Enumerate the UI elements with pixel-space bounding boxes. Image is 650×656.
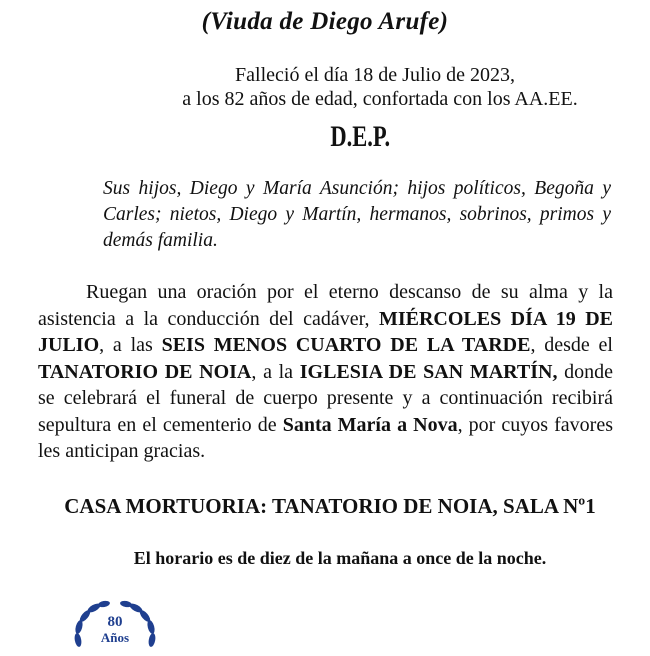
funeral-date: MIÉRCOLES DÍA 19 DE JULIO	[38, 307, 613, 356]
casa-mortuoria: CASA MORTUORIA: TANATORIO DE NOIA, SALA Nº1	[64, 494, 596, 518]
horario-line: El horario es de diez de la mañana a once de la noche.	[133, 548, 547, 568]
body-text-5: donde se celebrará el funeral de cuerpo presente y a continuación recibirá sepultura en el cementerio de	[38, 360, 614, 436]
body-text-6: , por cuyos favores les anticipan gracias.	[38, 413, 613, 462]
widow-line: (Viuda de Diego Arufe)	[201, 8, 449, 35]
funeral-time: SEIS MENOS CUARTO DE LA TARDE	[161, 334, 531, 356]
body-text-3: , desde el	[530, 334, 613, 356]
death-age-line: a los 82 años de edad, confortada con los AA.EE.	[182, 88, 578, 110]
origin-place: TANATORIO DE NOIA	[38, 360, 252, 383]
family-text: Sus hijos, Diego y María Asunción; hijos políticos, Begoña y Carles; nietos, Diego y Martín, hermanos, sobrinos, primos y demás familia.	[103, 178, 611, 251]
badge-number: 80	[107, 614, 123, 630]
church-name: IGLESIA DE SAN MARTÍN,	[299, 360, 558, 383]
death-date-line: Falleció el día 18 de Julio de 2023,	[235, 64, 515, 86]
body-text-2: , a las	[99, 334, 162, 356]
body-text-1: Ruegan una oración por el eterno descanso de su alma y la asistencia a la conducción del cadáver,	[38, 281, 613, 330]
dep-heading: D.E.P.	[330, 120, 391, 153]
cemetery-name: Santa María a Nova	[282, 413, 458, 436]
body-text-4: , a la	[251, 360, 300, 383]
funeral-paragraph	[38, 279, 613, 465]
anniversary-laurel-badge	[68, 596, 162, 656]
badge-label: Años	[100, 630, 130, 645]
